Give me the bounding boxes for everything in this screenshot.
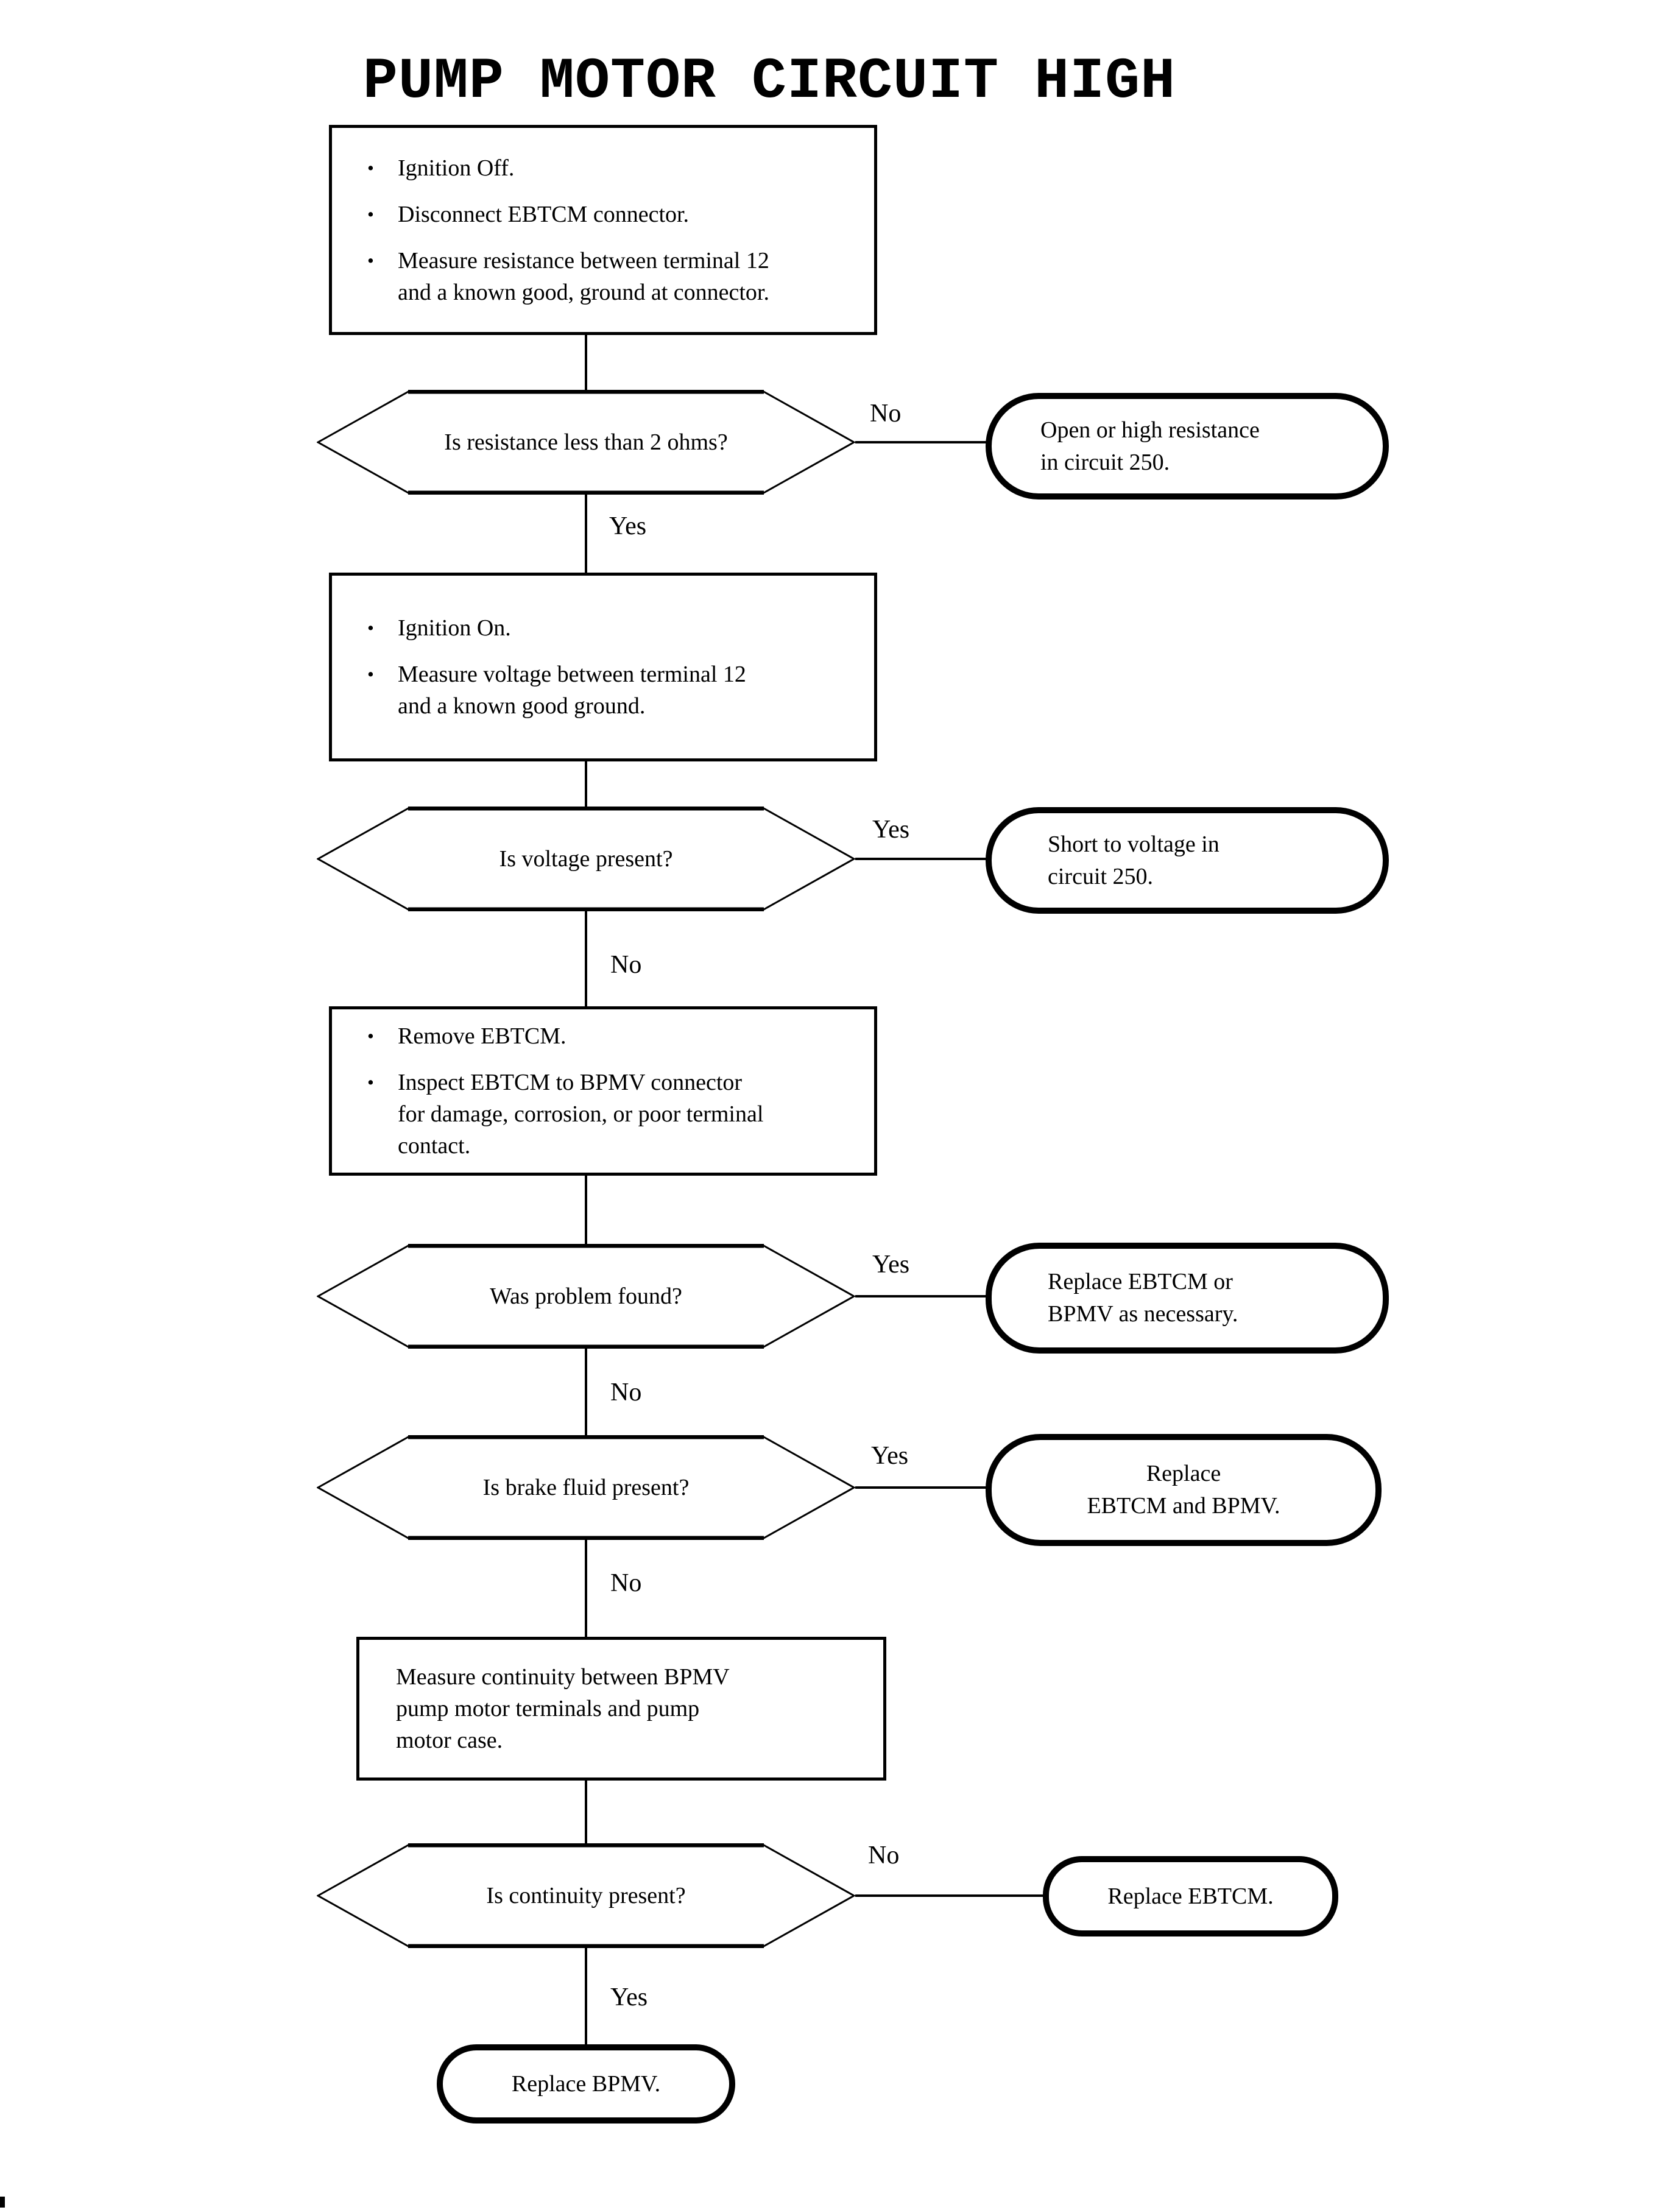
edge-label-yes: Yes: [609, 512, 647, 540]
step-text: Remove EBTCM.: [398, 1023, 566, 1049]
bullet-item: [332, 612, 807, 644]
bullet-item: [332, 658, 807, 722]
terminal-text: Open or high resistance: [1040, 417, 1260, 443]
connector-line: [585, 761, 587, 807]
scan-artifact: [0, 2197, 5, 2208]
edge-label-yes: Yes: [871, 1442, 909, 1470]
step-text: and a known good ground.: [398, 693, 646, 719]
terminal-short-to-voltage: [986, 807, 1389, 914]
connector-line: [855, 858, 987, 860]
connector-line: [585, 1540, 587, 1637]
terminal-text: Replace EBTCM or: [1048, 1269, 1233, 1294]
edge-label-no: No: [610, 951, 642, 979]
terminal-open-circuit: [986, 393, 1389, 500]
connector-line: [855, 441, 987, 443]
bullet-item: [332, 152, 819, 184]
connector-line: [585, 911, 587, 1006]
step-text: Ignition On.: [398, 615, 511, 641]
terminal-replace-ebtcm-and-bpmv: [986, 1434, 1382, 1546]
bullet-item: [332, 1020, 819, 1052]
terminal-replace-ebtcm: [1043, 1856, 1338, 1936]
bullet-icon: •: [367, 1071, 374, 1093]
decision-resistance: [317, 390, 855, 495]
decision-continuity: [317, 1843, 855, 1948]
step-text: Ignition Off.: [398, 155, 515, 181]
bullet-icon: •: [367, 203, 374, 225]
step-text: Inspect EBTCM to BPMV connector: [398, 1070, 743, 1095]
process-step-3: [329, 1006, 877, 1176]
connector-line: [585, 335, 587, 391]
connector-line: [585, 1781, 587, 1843]
decision-question: Is brake fluid present?: [482, 1475, 690, 1500]
step-text: Disconnect EBTCM connector.: [398, 201, 690, 227]
process-step-4: [356, 1637, 886, 1781]
bullet-icon: •: [367, 663, 374, 685]
decision-problem-found: [317, 1244, 855, 1349]
decision-question: Is continuity present?: [486, 1883, 686, 1908]
bullet-icon: •: [367, 1025, 374, 1047]
connector-line: [585, 1176, 587, 1244]
connector-line: [855, 1295, 987, 1297]
decision-question: Is resistance less than 2 ohms?: [444, 429, 728, 455]
step-text: and a known good, ground at connector.: [398, 279, 769, 305]
bullet-icon: •: [367, 249, 374, 271]
terminal-replace-ebtcm-or-bpmv: [986, 1243, 1389, 1354]
bullet-item: [332, 1067, 819, 1162]
edge-label-yes: Yes: [872, 816, 910, 844]
terminal-text: EBTCM and BPMV.: [1087, 1493, 1280, 1519]
decision-voltage: [317, 807, 855, 911]
process-step-2: [329, 573, 877, 761]
edge-label-yes: Yes: [872, 1251, 910, 1279]
connector-line: [585, 495, 587, 573]
terminal-text: Replace EBTCM.: [1107, 1883, 1274, 1909]
step-text: Measure voltage between terminal 12: [398, 662, 746, 687]
step-text: pump motor terminals and pump: [396, 1696, 700, 1721]
bullet-icon: •: [367, 617, 374, 638]
bullet-item: [332, 199, 819, 230]
step-text: motor case.: [396, 1728, 503, 1753]
step-text: Measure resistance between terminal 12: [398, 247, 769, 274]
bullet-item: [332, 245, 819, 308]
decision-brake-fluid: [317, 1435, 855, 1540]
terminal-text: Short to voltage in: [1048, 831, 1219, 857]
edge-label-yes: Yes: [610, 1983, 648, 2011]
step-text: contact.: [398, 1133, 471, 1159]
connector-line: [855, 1894, 1043, 1897]
terminal-text: in circuit 250.: [1040, 449, 1170, 475]
connector-line: [855, 1486, 987, 1489]
edge-label-no: No: [610, 1569, 642, 1597]
page-title: PUMP MOTOR CIRCUIT HIGH: [362, 49, 1176, 115]
edge-label-no: No: [868, 1841, 900, 1869]
edge-label-no: No: [610, 1379, 642, 1407]
step-text: Measure continuity between BPMV: [396, 1664, 730, 1690]
step-text: for damage, corrosion, or poor terminal: [398, 1101, 764, 1127]
process-step-1: [329, 125, 877, 335]
terminal-text: BPMV as necessary.: [1048, 1301, 1238, 1327]
terminal-text: Replace BPMV.: [511, 2071, 661, 2097]
terminal-text: Replace: [1146, 1461, 1221, 1486]
edge-label-no: No: [870, 400, 902, 428]
terminal-replace-bpmv: [437, 2044, 735, 2124]
bullet-icon: •: [367, 157, 374, 178]
decision-question: Is voltage present?: [499, 846, 673, 872]
connector-line: [585, 1948, 587, 2044]
connector-line: [585, 1349, 587, 1435]
decision-question: Was problem found?: [490, 1283, 682, 1309]
terminal-text: circuit 250.: [1048, 863, 1154, 889]
